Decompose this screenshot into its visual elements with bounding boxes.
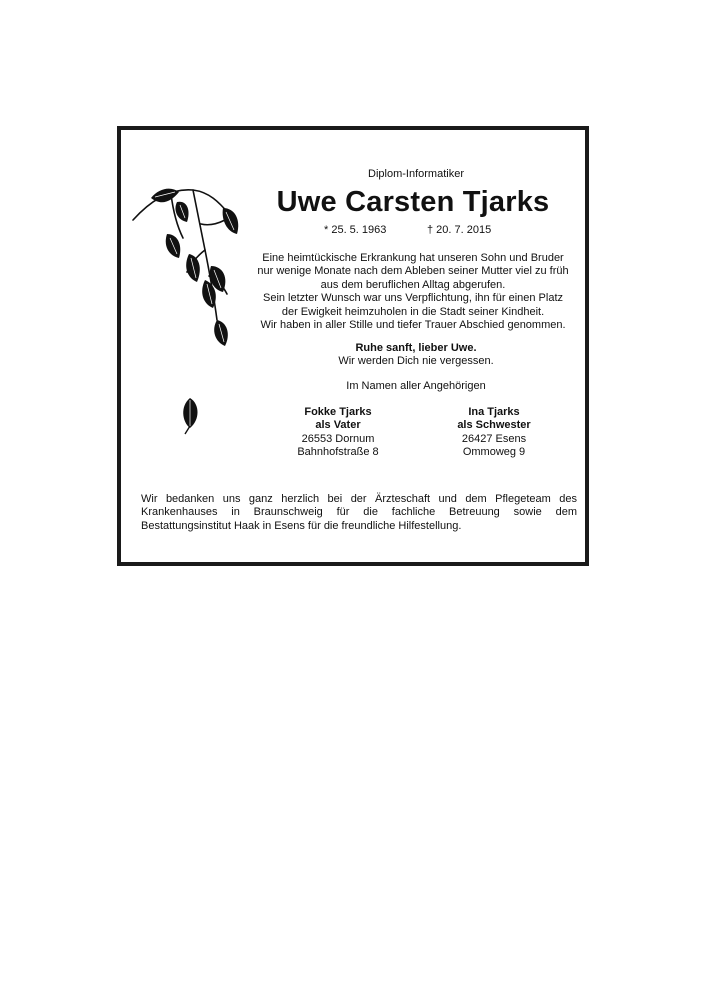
farewell-line: Wir werden Dich nie vergessen. — [338, 355, 494, 368]
leaf-icon — [176, 396, 202, 436]
deceased-name: Uwe Carsten Tjarks — [276, 186, 550, 218]
message-line: Wir haben in aller Stille und tiefer Trauer Abschied genommen. — [260, 319, 566, 332]
mourner-name: Ina Tjarks — [468, 406, 520, 418]
birth-date: * 25. 5. 1963 — [324, 224, 387, 236]
mourner-father — [271, 406, 405, 460]
birch-branch-icon — [131, 180, 243, 350]
message-line: nur wenige Monate nach dem Ableben seiner Mutter viel zu früh — [257, 265, 569, 278]
mourner-city: 26553 Dornum — [301, 432, 375, 445]
obituary-notice — [117, 126, 589, 566]
professional-title: Diplom-Informatiker — [368, 168, 464, 180]
message-line: Sein letzter Wunsch war uns Verpflichtung, ihn für einen Platz — [262, 292, 563, 305]
on-behalf-line: Im Namen aller Angehörigen — [346, 380, 486, 392]
farewell-bold: Ruhe sanft, lieber Uwe. — [355, 342, 477, 354]
mourner-city: 26427 Esens — [461, 432, 527, 445]
mourner-relation: als Schwester — [457, 419, 531, 432]
mourner-relation: als Vater — [315, 419, 361, 432]
death-date: † 20. 7. 2015 — [427, 224, 492, 236]
message-line: der Ewigkeit heimzuholen in die Stadt seiner Kindheit. — [281, 305, 545, 318]
message-line: Eine heimtückische Erkrankung hat unseren Sohn und Bruder — [262, 252, 564, 264]
memorial-message — [241, 252, 585, 332]
mourner-sister — [427, 406, 561, 460]
acknowledgement: Wir bedanken uns ganz herzlich bei der Ärzteschaft und dem Pflegeteam des Krankenhauses in Braunschweig für die fachliche Betreuung sowie dem Bestattungsinstitut Haak in Esens für die freundliche Hilfestellung. — [141, 493, 577, 532]
mourner-street: Bahnhofstraße 8 — [297, 446, 379, 459]
mourner-name: Fokke Tjarks — [304, 406, 372, 418]
message-line: aus dem beruflichen Alltag abgerufen. — [320, 278, 506, 291]
farewell — [281, 342, 551, 369]
mourner-street: Ommoweg 9 — [462, 446, 526, 459]
